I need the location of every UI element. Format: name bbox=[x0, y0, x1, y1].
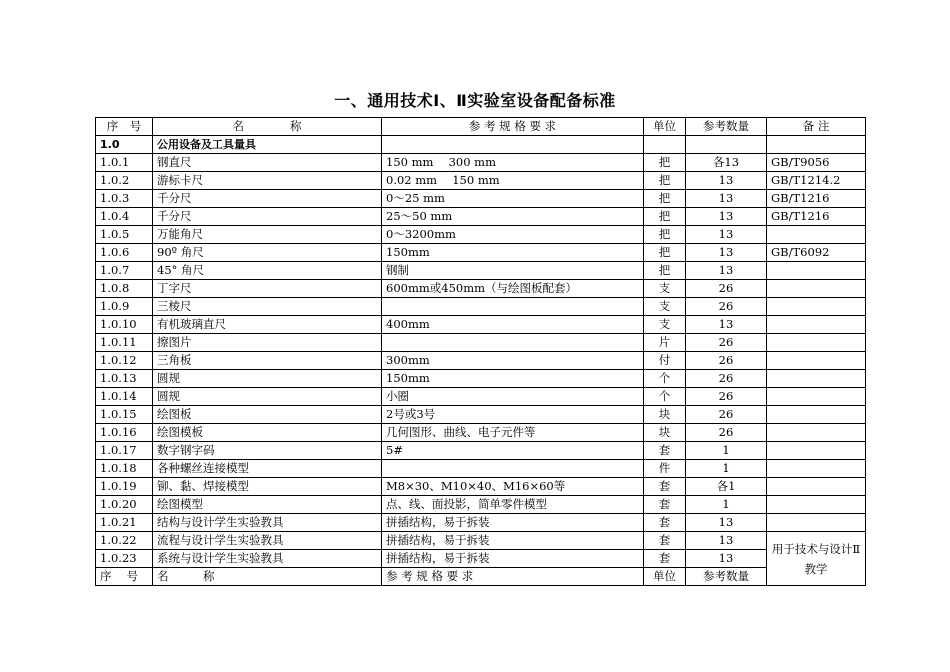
table-row bbox=[96, 442, 866, 460]
cell-spec: 300mm bbox=[382, 352, 644, 370]
cell-seq: 1.0.2 bbox=[96, 172, 153, 190]
footer-unit: 单位 bbox=[644, 568, 686, 586]
cell-qty: 26 bbox=[686, 406, 767, 424]
footer-seq: 序 号 bbox=[96, 568, 153, 586]
cell-remark bbox=[767, 280, 866, 298]
cell-remark bbox=[767, 226, 866, 244]
cell-spec: 5# bbox=[382, 442, 644, 460]
header-unit: 单位 bbox=[644, 118, 686, 136]
cell-unit: 付 bbox=[644, 352, 686, 370]
cell-qty: 13 bbox=[686, 190, 767, 208]
cell-spec: 0～25 mm bbox=[382, 190, 644, 208]
cell-unit: 把 bbox=[644, 244, 686, 262]
cell-name: 有机玻璃直尺 bbox=[153, 316, 382, 334]
cell-name: 数字钢字码 bbox=[153, 442, 382, 460]
table-row bbox=[96, 280, 866, 298]
cell-name: 钢直尺 bbox=[153, 154, 382, 172]
cell-qty: 1 bbox=[686, 496, 767, 514]
cell-name: 45° 角尺 bbox=[153, 262, 382, 280]
table-row bbox=[96, 298, 866, 316]
table-row bbox=[96, 532, 866, 550]
footer-header-row bbox=[96, 568, 866, 586]
cell-name: 游标卡尺 bbox=[153, 172, 382, 190]
cell-qty: 26 bbox=[686, 280, 767, 298]
footer-name: 名 称 bbox=[153, 568, 382, 586]
cell-qty: 13 bbox=[686, 172, 767, 190]
cell-qty: 26 bbox=[686, 298, 767, 316]
cell-unit: 个 bbox=[644, 370, 686, 388]
group-remark: 用于技术与设计Ⅱ教学 bbox=[767, 532, 866, 586]
table-row bbox=[96, 334, 866, 352]
header-qty: 参考数量 bbox=[686, 118, 767, 136]
table-row bbox=[96, 226, 866, 244]
cell-seq: 1.0.14 bbox=[96, 388, 153, 406]
section-row bbox=[96, 136, 866, 154]
table-row bbox=[96, 478, 866, 496]
cell-name: 铆、黏、焊接模型 bbox=[153, 478, 382, 496]
cell-qty: 13 bbox=[686, 514, 767, 532]
cell-remark bbox=[767, 352, 866, 370]
cell-spec: 150mm bbox=[382, 370, 644, 388]
cell-qty: 13 bbox=[686, 226, 767, 244]
cell-seq: 1.0.13 bbox=[96, 370, 153, 388]
cell-remark: GB/T1216 bbox=[767, 190, 866, 208]
cell-unit: 块 bbox=[644, 424, 686, 442]
cell-seq: 1.0.12 bbox=[96, 352, 153, 370]
cell-spec: 0～3200mm bbox=[382, 226, 644, 244]
cell-name: 擦图片 bbox=[153, 334, 382, 352]
header-remark: 备 注 bbox=[767, 118, 866, 136]
table-row bbox=[96, 406, 866, 424]
cell-unit: 套 bbox=[644, 442, 686, 460]
cell-seq: 1.0.7 bbox=[96, 262, 153, 280]
cell-seq: 1.0.1 bbox=[96, 154, 153, 172]
cell-seq: 1.0.22 bbox=[96, 532, 153, 550]
section-name: 公用设备及工具量具 bbox=[153, 136, 382, 154]
cell-spec: 150 mm 300 mm bbox=[382, 154, 644, 172]
cell-spec bbox=[382, 460, 644, 478]
cell-seq: 1.0.5 bbox=[96, 226, 153, 244]
cell-spec: 拼插结构，易于拆装 bbox=[382, 514, 644, 532]
cell-unit: 把 bbox=[644, 208, 686, 226]
cell-qty: 26 bbox=[686, 370, 767, 388]
cell-spec: 几何图形、曲线、电子元件等 bbox=[382, 424, 644, 442]
table-row bbox=[96, 496, 866, 514]
cell-unit: 件 bbox=[644, 460, 686, 478]
table-row bbox=[96, 262, 866, 280]
cell-unit: 套 bbox=[644, 478, 686, 496]
cell-qty: 13 bbox=[686, 262, 767, 280]
cell-seq: 1.0.16 bbox=[96, 424, 153, 442]
cell-spec: 拼插结构，易于拆装 bbox=[382, 532, 644, 550]
cell-spec: 拼插结构，易于拆装 bbox=[382, 550, 644, 568]
cell-seq: 1.0.23 bbox=[96, 550, 153, 568]
cell-qty: 26 bbox=[686, 352, 767, 370]
cell-spec: 钢制 bbox=[382, 262, 644, 280]
cell-qty: 13 bbox=[686, 550, 767, 568]
cell-qty: 26 bbox=[686, 424, 767, 442]
cell-remark bbox=[767, 514, 866, 532]
cell-remark bbox=[767, 334, 866, 352]
cell-unit: 块 bbox=[644, 406, 686, 424]
cell-remark bbox=[767, 406, 866, 424]
cell-qty: 26 bbox=[686, 334, 767, 352]
cell-remark bbox=[767, 478, 866, 496]
cell-remark bbox=[767, 442, 866, 460]
cell-unit: 支 bbox=[644, 298, 686, 316]
cell-unit: 把 bbox=[644, 172, 686, 190]
table-row bbox=[96, 424, 866, 442]
header-seq: 序 号 bbox=[96, 118, 153, 136]
cell-remark: GB/T6092 bbox=[767, 244, 866, 262]
cell-remark bbox=[767, 424, 866, 442]
cell-spec: 400mm bbox=[382, 316, 644, 334]
section-seq: 1.0 bbox=[96, 136, 153, 154]
cell-name: 绘图模型 bbox=[153, 496, 382, 514]
table-row bbox=[96, 244, 866, 262]
cell-unit: 把 bbox=[644, 190, 686, 208]
cell-qty: 13 bbox=[686, 244, 767, 262]
cell-qty: 13 bbox=[686, 316, 767, 334]
cell-spec: 25～50 mm bbox=[382, 208, 644, 226]
header-spec: 参 考 规 格 要 求 bbox=[382, 118, 644, 136]
cell-seq: 1.0.3 bbox=[96, 190, 153, 208]
cell-spec: 小圈 bbox=[382, 388, 644, 406]
cell-spec: 点、线、面投影，简单零件模型 bbox=[382, 496, 644, 514]
cell-name: 三棱尺 bbox=[153, 298, 382, 316]
cell-name: 千分尺 bbox=[153, 208, 382, 226]
table-row bbox=[96, 154, 866, 172]
cell-name: 90º 角尺 bbox=[153, 244, 382, 262]
cell-qty: 26 bbox=[686, 388, 767, 406]
cell-seq: 1.0.6 bbox=[96, 244, 153, 262]
table-row bbox=[96, 514, 866, 532]
cell-unit: 支 bbox=[644, 280, 686, 298]
cell-name: 三角板 bbox=[153, 352, 382, 370]
cell-remark: GB/T9056 bbox=[767, 154, 866, 172]
table-row bbox=[96, 316, 866, 334]
cell-qty: 1 bbox=[686, 442, 767, 460]
cell-unit: 套 bbox=[644, 514, 686, 532]
cell-spec: 600mm或450mm（与绘图板配套） bbox=[382, 280, 644, 298]
cell-seq: 1.0.17 bbox=[96, 442, 153, 460]
cell-unit: 套 bbox=[644, 496, 686, 514]
cell-unit: 把 bbox=[644, 154, 686, 172]
cell-qty: 各13 bbox=[686, 154, 767, 172]
cell-seq: 1.0.4 bbox=[96, 208, 153, 226]
cell-remark bbox=[767, 316, 866, 334]
cell-spec: M8×30、M10×40、M16×60等 bbox=[382, 478, 644, 496]
cell-remark bbox=[767, 460, 866, 478]
footer-spec: 参 考 规 格 要 求 bbox=[382, 568, 644, 586]
cell-remark bbox=[767, 388, 866, 406]
table-row bbox=[96, 352, 866, 370]
cell-qty: 各1 bbox=[686, 478, 767, 496]
cell-name: 流程与设计学生实验教具 bbox=[153, 532, 382, 550]
table-row bbox=[96, 208, 866, 226]
cell-unit: 个 bbox=[644, 388, 686, 406]
table-row bbox=[96, 172, 866, 190]
cell-unit: 套 bbox=[644, 550, 686, 568]
cell-spec: 2号或3号 bbox=[382, 406, 644, 424]
cell-name: 千分尺 bbox=[153, 190, 382, 208]
cell-spec: 0.02 mm 150 mm bbox=[382, 172, 644, 190]
header-row bbox=[96, 118, 866, 136]
cell-remark bbox=[767, 262, 866, 280]
table-row bbox=[96, 550, 866, 568]
cell-name: 圆规 bbox=[153, 388, 382, 406]
cell-name: 绘图模板 bbox=[153, 424, 382, 442]
cell-remark bbox=[767, 370, 866, 388]
cell-qty: 1 bbox=[686, 460, 767, 478]
cell-unit: 把 bbox=[644, 262, 686, 280]
cell-seq: 1.0.21 bbox=[96, 514, 153, 532]
cell-name: 系统与设计学生实验教具 bbox=[153, 550, 382, 568]
cell-remark bbox=[767, 496, 866, 514]
table-row bbox=[96, 388, 866, 406]
table-row bbox=[96, 460, 866, 478]
cell-seq: 1.0.9 bbox=[96, 298, 153, 316]
cell-qty: 13 bbox=[686, 208, 767, 226]
cell-unit: 套 bbox=[644, 532, 686, 550]
cell-seq: 1.0.10 bbox=[96, 316, 153, 334]
cell-remark: GB/T1216 bbox=[767, 208, 866, 226]
cell-name: 万能角尺 bbox=[153, 226, 382, 244]
header-name: 名 称 bbox=[153, 118, 382, 136]
cell-qty: 13 bbox=[686, 532, 767, 550]
cell-seq: 1.0.8 bbox=[96, 280, 153, 298]
cell-remark: GB/T1214.2 bbox=[767, 172, 866, 190]
cell-remark bbox=[767, 298, 866, 316]
cell-name: 丁字尺 bbox=[153, 280, 382, 298]
cell-name: 结构与设计学生实验教具 bbox=[153, 514, 382, 532]
cell-seq: 1.0.15 bbox=[96, 406, 153, 424]
cell-unit: 支 bbox=[644, 316, 686, 334]
table-row bbox=[96, 370, 866, 388]
cell-name: 圆规 bbox=[153, 370, 382, 388]
footer-qty: 参考数量 bbox=[686, 568, 767, 586]
cell-spec bbox=[382, 334, 644, 352]
cell-spec: 150mm bbox=[382, 244, 644, 262]
table-row bbox=[96, 190, 866, 208]
equipment-table bbox=[95, 117, 866, 586]
cell-name: 各种螺丝连接模型 bbox=[153, 460, 382, 478]
cell-seq: 1.0.20 bbox=[96, 496, 153, 514]
cell-spec bbox=[382, 298, 644, 316]
cell-unit: 片 bbox=[644, 334, 686, 352]
cell-seq: 1.0.19 bbox=[96, 478, 153, 496]
cell-unit: 把 bbox=[644, 226, 686, 244]
page-title: 一、通用技术Ⅰ、Ⅱ实验室设备配备标准 bbox=[334, 91, 616, 110]
cell-name: 绘图板 bbox=[153, 406, 382, 424]
cell-seq: 1.0.18 bbox=[96, 460, 153, 478]
cell-seq: 1.0.11 bbox=[96, 334, 153, 352]
